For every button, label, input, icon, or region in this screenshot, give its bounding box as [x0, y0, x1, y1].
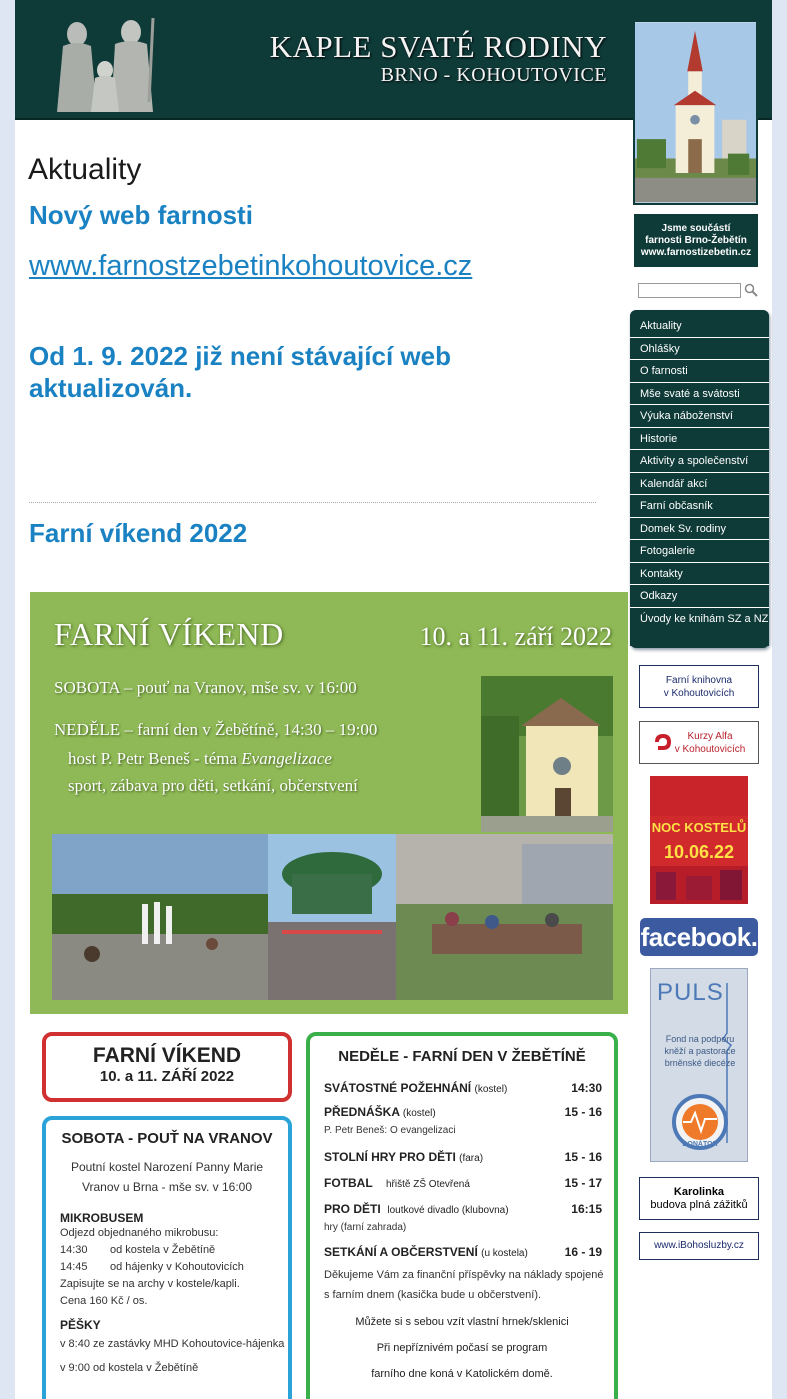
bus-time-row — [60, 1259, 288, 1276]
noc-line1: NOC KOSTELŮ — [651, 820, 747, 835]
walk-heading: PĚŠKY — [60, 1318, 101, 1332]
poster-photo-collage — [52, 834, 613, 1000]
bus-heading: MIKROBUSEM — [60, 1211, 144, 1225]
program-row — [324, 1150, 602, 1164]
program-time: 14:30 — [571, 1081, 602, 1095]
bus-time: 14:45 — [60, 1261, 88, 1273]
chapel-photo[interactable] — [633, 20, 758, 205]
program-row — [324, 1081, 602, 1095]
article-title-new-web[interactable]: Nový web farnosti — [29, 200, 253, 230]
menu-item[interactable]: Odkazy — [630, 585, 769, 608]
badge-line3: www.farnostizebetin.cz — [640, 247, 752, 258]
bus-line3: Cena 160 Kč / os. — [60, 1295, 148, 1307]
saturday-box — [42, 1116, 292, 1399]
karolinka-banner[interactable] — [639, 1177, 759, 1220]
bus-place: od hájenky v Kohoutovicích — [110, 1261, 244, 1273]
poster-guest-prefix: host P. Petr Beneš - téma — [68, 749, 242, 768]
mug-text: Můžete si s sebou vzít vlastní hrnek/sklenici — [355, 1316, 569, 1328]
new-web-link[interactable]: www.farnostzebetinkohoutovice.cz — [29, 250, 473, 282]
poster-title: FARNÍ VÍKEND — [54, 616, 284, 652]
bus-time-row — [60, 1242, 288, 1259]
library-line1: Farní knihovna — [665, 675, 733, 686]
rain-text1: Při nepříznivém počasí se program — [376, 1342, 548, 1354]
program-place: (fara) — [459, 1153, 484, 1164]
program-row — [324, 1202, 602, 1216]
notice-text: Od 1. 9. 2022 již není stávající web aktualizován. — [29, 341, 451, 403]
program-name: PŘEDNÁŠKA — [324, 1105, 400, 1119]
menu-item[interactable]: Aktivity a společenství — [630, 450, 769, 473]
bus-time: 14:30 — [60, 1244, 88, 1256]
program-place: (u kostela) — [481, 1248, 528, 1259]
library-banner[interactable] — [639, 665, 759, 708]
puls-title: PULS — [657, 979, 724, 1006]
program-time: 15 - 17 — [564, 1176, 602, 1190]
bus-place: od kostela v Žebětíně — [110, 1244, 216, 1256]
poster-guest — [68, 749, 332, 769]
holy-family-statue-image — [45, 12, 165, 114]
menu-item[interactable]: Kontakty — [630, 563, 769, 586]
program-name: FOTBAL — [324, 1176, 373, 1190]
article-divider — [29, 502, 596, 503]
alpha-line1: Kurzy Alfa — [687, 731, 733, 742]
program-time: 15 - 16 — [564, 1105, 602, 1119]
program-name: SVÁTOSTNÉ POŽEHNÁNÍ — [324, 1081, 472, 1095]
program-time: 15 - 16 — [564, 1150, 602, 1164]
alpha-line2: v Kohoutovicích — [674, 744, 746, 755]
program-place: loutkové divadlo (klubovna) — [387, 1205, 509, 1216]
puls-donor-label: DONÁTOR — [682, 1141, 718, 1148]
noc-line2: 10.06.22 — [663, 842, 735, 862]
ibohosluzby-banner[interactable] — [639, 1232, 759, 1260]
poster-church-photo — [481, 676, 613, 832]
search-input[interactable] — [638, 283, 741, 298]
sidebar-menu — [630, 310, 769, 648]
event-poster — [30, 592, 628, 1014]
library-line2: v Kohoutovicích — [663, 688, 735, 699]
menu-item[interactable]: Výuka náboženství — [630, 405, 769, 428]
program-time: 16 - 19 — [564, 1245, 602, 1259]
saturday-title: SOBOTA - POUŤ NA VRANOV — [61, 1130, 273, 1147]
saturday-intro-line2: Vranov u Brna - mše sv. v 16:00 — [81, 1180, 253, 1194]
program-place: (kostel) — [474, 1084, 508, 1095]
menu-item[interactable]: Farní občasník — [630, 495, 769, 518]
sunday-title: NEDĚLE - FARNÍ DEN V ŽEBĚTÍNĚ — [338, 1048, 586, 1065]
alpha-courses-banner[interactable] — [639, 721, 759, 764]
program-name: PRO DĚTI — [324, 1202, 381, 1216]
parish-badge[interactable] — [634, 214, 758, 267]
site-title-line2: BRNO - KOHOUTOVICE — [380, 64, 607, 86]
bus-line1: Odjezd objednaného mikrobusu: — [60, 1227, 219, 1239]
menu-item[interactable]: Kalendář akcí — [630, 473, 769, 496]
rain-text2: farního dne koná v Katolickém domě. — [371, 1368, 553, 1380]
walk-line2: v 9:00 od kostela v Žebětíně — [60, 1362, 199, 1374]
saturday-intro — [46, 1157, 288, 1197]
program-place: hřiště ZŠ Otevřená — [386, 1179, 470, 1190]
program-row — [324, 1105, 602, 1119]
bus-line2: Zapisujte se na archy v kostele/kapli. — [60, 1278, 240, 1290]
night-of-churches-pattern — [650, 776, 748, 904]
poster-sunday: NEDĚLE – farní den v Žebětíně, 14:30 – 19:00 — [54, 720, 378, 739]
site-title-line1: KAPLE SVATÉ RODINY — [269, 29, 607, 64]
walk-line1: v 8:40 ze zastávky MHD Kohoutovice-hájenka — [60, 1338, 285, 1350]
badge-line2: farnosti Brno-Žebětín — [645, 235, 747, 246]
program-name: STOLNÍ HRY PRO DĚTI — [324, 1150, 456, 1164]
menu-item[interactable]: Domek Sv. rodiny — [630, 518, 769, 541]
program-place: (kostel) — [402, 1108, 436, 1119]
puls-description: Fond na podporu kněží a pastorace brněnské diecéze — [664, 1034, 736, 1068]
menu-item[interactable]: O farnosti — [630, 360, 769, 383]
flyer-title-box — [42, 1032, 292, 1102]
program-row — [324, 1176, 602, 1190]
flyer-title: FARNÍ VÍKEND — [92, 1044, 242, 1067]
program-time: 16:15 — [571, 1202, 602, 1216]
menu-item[interactable]: Historie — [630, 428, 769, 451]
poster-activities: sport, zábava pro děti, setkání, občerstvení — [68, 776, 358, 795]
article-title-parish-weekend[interactable]: Farní víkend 2022 — [29, 518, 248, 548]
poster-date: 10. a 11. září 2022 — [419, 622, 612, 651]
menu-item[interactable]: Ohlášky — [630, 338, 769, 361]
sunday-box — [306, 1032, 618, 1399]
menu-item[interactable]: Mše svaté a svátosti — [630, 383, 769, 406]
event-flyer — [30, 1022, 628, 1399]
site-title — [227, 30, 607, 86]
karolinka-line2: budova plná zážitků — [650, 1199, 748, 1211]
program-row — [324, 1245, 602, 1259]
lecture-sub: P. Petr Beneš: O evangelizaci — [324, 1125, 456, 1136]
page-title: Aktuality — [28, 153, 142, 186]
facebook-button[interactable]: facebook. — [640, 918, 758, 956]
poster-guest-theme: Evangelizace — [241, 749, 332, 768]
menu-item[interactable]: Aktuality — [630, 315, 769, 338]
puls-banner[interactable] — [650, 968, 748, 1162]
menu-item[interactable]: Fotogalerie — [630, 540, 769, 563]
karolinka-line1: Karolinka — [673, 1186, 725, 1198]
alpha-logo-icon — [652, 732, 674, 752]
kids-sub: hry (farní zahrada) — [324, 1222, 407, 1233]
program-name: SETKÁNÍ A OBČERSTVENÍ — [324, 1245, 478, 1259]
search-icon[interactable] — [743, 282, 759, 298]
badge-line1: Jsme součástí — [661, 223, 731, 234]
thanks-text: Děkujeme Vám za finanční příspěvky na náklady spojené s farním dnem (kasička bude u občerstvení). — [324, 1269, 604, 1301]
ibohosluzby-link[interactable]: www.iBohosluzby.cz — [654, 1240, 744, 1251]
poster-saturday: SOBOTA – pouť na Vranov, mše sv. v 16:00 — [54, 678, 357, 697]
menu-item[interactable]: Úvody ke knihám SZ a NZ — [630, 608, 769, 646]
night-of-churches-banner[interactable] — [650, 776, 748, 904]
flyer-date: 10. a 11. ZÁŘÍ 2022 — [99, 1068, 235, 1085]
saturday-intro-line1: Poutní kostel Narození Panny Marie — [70, 1160, 264, 1174]
